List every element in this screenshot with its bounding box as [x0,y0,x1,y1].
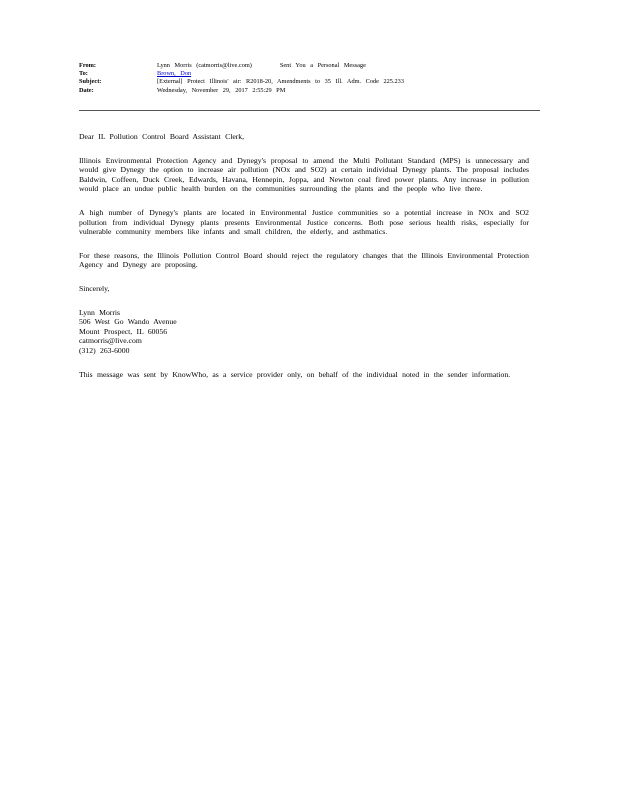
from-note: Sent You a Personal Message [279,62,366,69]
subject-label: Subject: [79,78,102,86]
subject-row [79,78,539,86]
signature-street: 506 West Go Wando Avenue [79,317,177,327]
email-header [79,62,539,95]
signature-city: Mount Prospect, IL 60056 [79,326,168,336]
date-row [79,87,539,95]
footer-note: This message was sent by KnowWho, as a service provider only, on behalf of the individual noted in the sender information. [79,369,511,379]
subject-value: [External] Protect Illinois' air: R2018-20, Amendments to 35 Ill. Adm. Code 225.233 [157,78,404,86]
date-value: Wednesday, November 29, 2017 2:55:29 PM [157,86,286,94]
email-body [79,132,529,393]
paragraph-mps-proposal: Illinois Environmental Protection Agency and Dynegy's proposal to amend the Multi Pollutant Standard (MPS) is unnecessary and would give Dynegy the option to increase air pollution (NOx and SO2) at certain individual Dynegy plants. The proposal includes Baldwin, Coffeen, Duck Creek, Edwards, Havana, Hennepin, Joppa, and Newton coal fired power plants. Any increase in pollution would place an undue public health burden on the communities surrounding the plants and the people who live there. [79,155,529,194]
to-recipient-link[interactable]: Brown, Don [157,70,192,78]
to-label: To: [79,70,88,78]
date-label: Date: [79,86,94,94]
from-row [79,62,539,70]
paragraph-request: For these reasons, the Illinois Pollution Control Board should reject the regulatory changes that the Illinois Environmental Protection Agency and Dynegy are proposing. [79,250,529,270]
from-label: From: [79,62,97,69]
from-value: Lynn Morris (catmorris@live.com) [157,62,252,69]
signature-name: Lynn Morris [79,307,121,317]
signature-phone: (312) 263-6000 [79,345,130,355]
greeting: Dear IL Pollution Control Board Assistant Clerk, [79,132,245,141]
closing: Sincerely, [79,283,110,293]
header-divider [79,110,540,111]
paragraph-environmental-justice: A high number of Dynegy's plants are located in Environmental Justice communities so a potential increase in NOx and SO2 pollution from individual Dynegy plants presents Environmental Justice concerns. Both pose serious health risks, especially for vulnerable community members like infants and small children, the elderly, and asthmatics. [79,207,529,237]
signature-email: catmorris@live.com [79,336,142,346]
to-row [79,70,539,78]
